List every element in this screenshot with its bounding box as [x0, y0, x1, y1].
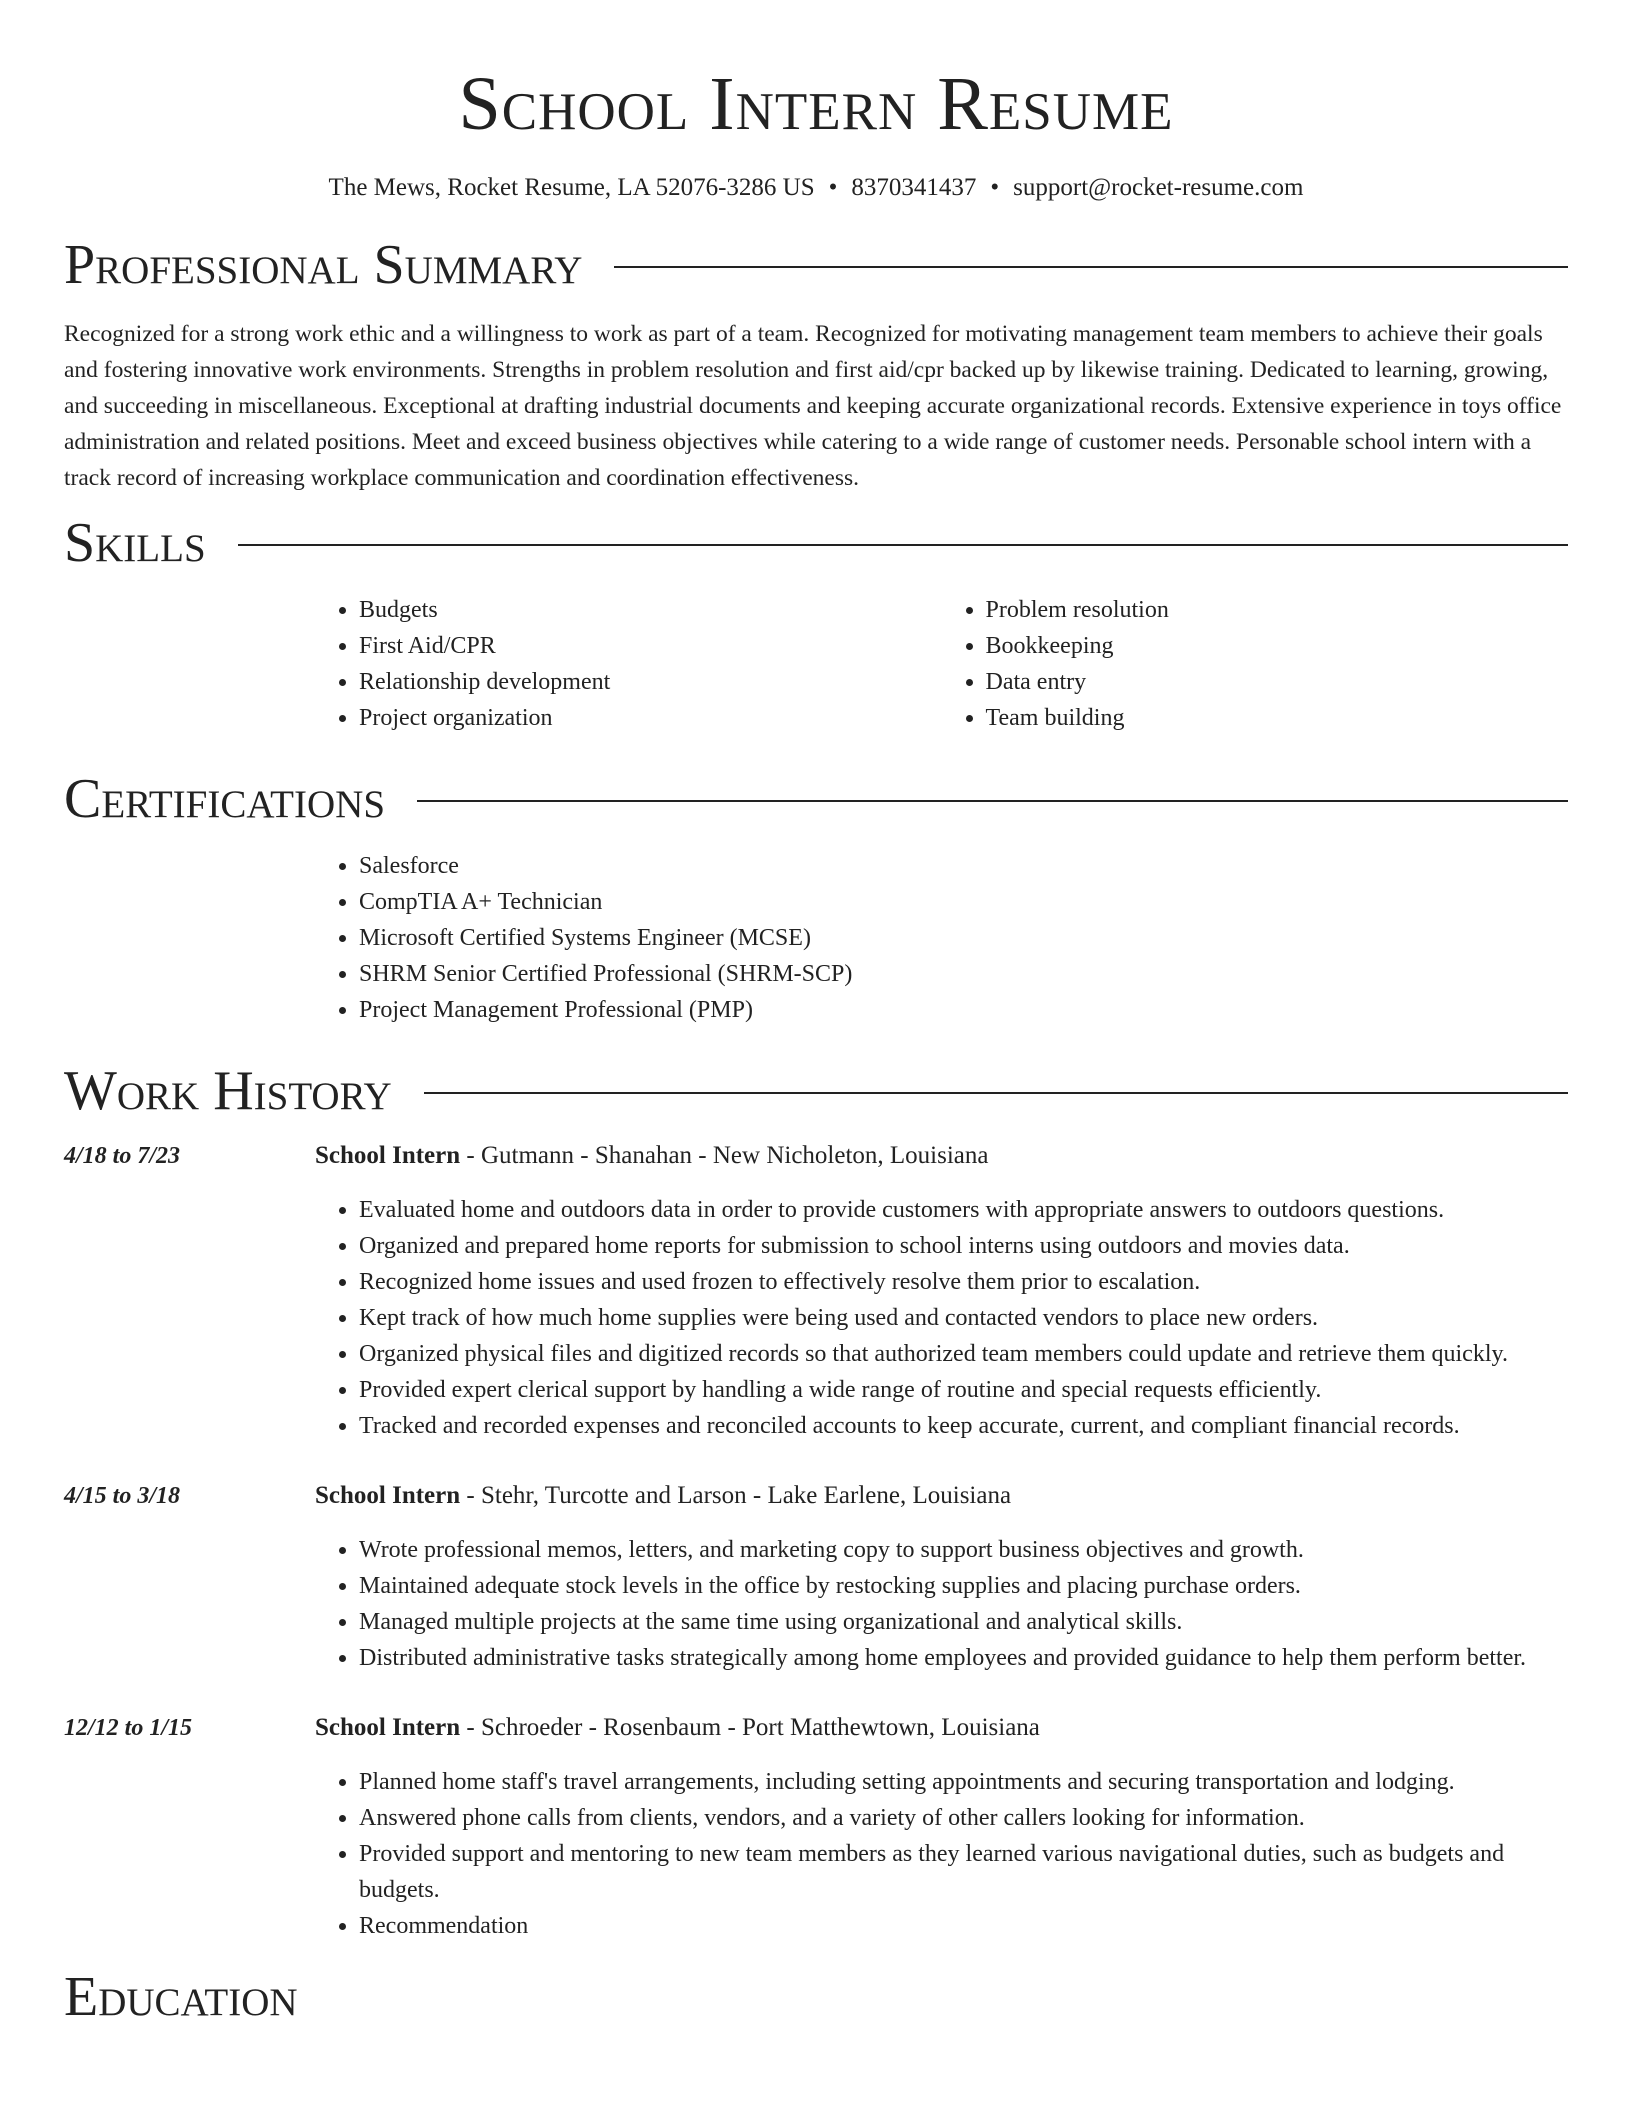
section-heading: Skills: [64, 512, 206, 574]
list-item: • Recognized home issues and used frozen to effectively resolve them prior to escalation.: [359, 1264, 1568, 1300]
list-item: • Kept track of how much home supplies were being used and contacted vendors to place new orders.: [359, 1300, 1568, 1336]
job-title: School Intern: [315, 1482, 461, 1509]
job-title: School Intern: [315, 1714, 461, 1741]
job-employer: - Stehr, Turcotte and Larson - Lake Earlene, Louisiana: [460, 1482, 1012, 1509]
section-header-education: [64, 1964, 1568, 2030]
certifications-list: [315, 848, 1568, 1028]
resume-title: School Intern Resume: [458, 62, 1174, 146]
list-item: • Microsoft Certified Systems Engineer (MCSE): [359, 920, 1568, 956]
list-item: • Wrote professional memos, letters, and marketing copy to support business objectives and growth.: [359, 1532, 1568, 1568]
section-header-skills: [64, 510, 1568, 576]
list-item: • Team building: [986, 700, 1569, 736]
list-item: • Provided support and mentoring to new team members as they learned various navigational duties, such as budgets and budgets.: [359, 1836, 1568, 1908]
skills-column-left: [315, 592, 942, 736]
resume-page: [64, 0, 1568, 2030]
list-item: • Evaluated home and outdoors data in order to provide customers with appropriate answers to outdoors questions.: [359, 1192, 1568, 1228]
list-item: • SHRM Senior Certified Professional (SHRM-SCP): [359, 956, 1568, 992]
list-item: • Tracked and recorded expenses and reconciled accounts to keep accurate, current, and compliant financial records.: [359, 1408, 1568, 1444]
section-divider: [424, 1092, 1568, 1094]
list-item: • Organized and prepared home reports for submission to school interns using outdoors and movies data.: [359, 1228, 1568, 1264]
job-entry: [64, 1710, 1568, 1944]
list-item: • Data entry: [986, 664, 1569, 700]
email: support@rocket-resume.com: [1013, 174, 1304, 201]
job-title: School Intern: [315, 1142, 461, 1169]
separator: •: [990, 174, 1000, 201]
job-employer: - Gutmann - Shanahan - New Nicholeton, Louisiana: [460, 1142, 989, 1169]
list-item: • Budgets: [359, 592, 942, 628]
address: The Mews, Rocket Resume, LA 52076-3286 US: [328, 174, 815, 201]
contact-line: [64, 172, 1568, 204]
job-dates: 12/12 to 1/15: [64, 1715, 193, 1741]
section-divider: [614, 266, 1568, 268]
section-header-work-history: [64, 1058, 1568, 1124]
list-item: • Salesforce: [359, 848, 1568, 884]
section-divider: [238, 544, 1568, 546]
list-item: • Provided expert clerical support by handling a wide range of routine and special requests efficiently.: [359, 1372, 1568, 1408]
list-item: • Project Management Professional (PMP): [359, 992, 1568, 1028]
list-item: • Organized physical files and digitized records so that authorized team members could update and retrieve them quickly.: [359, 1336, 1568, 1372]
list-item: • Answered phone calls from clients, vendors, and a variety of other callers looking for information.: [359, 1800, 1568, 1836]
job-dates: 4/15 to 3/18: [64, 1483, 181, 1509]
section-heading: Education: [64, 1966, 298, 2028]
job-employer: - Schroeder - Rosenbaum - Port Matthewtown, Louisiana: [460, 1714, 1040, 1741]
job-entry: [64, 1138, 1568, 1444]
phone: 8370341437: [851, 174, 977, 201]
summary-text: Recognized for a strong work ethic and a willingness to work as part of a team. Recognized for motivating management team members to achieve their goals and fostering innovative work environments. Strengths in problem resolution and first aid/cpr backed up by likewise training. Dedicated to learning, growing, and succeeding in miscellaneous. Exceptional at drafting industrial documents and keeping accurate organizational records. Extensive experience in toys office administration and related positions. Meet and exceed business objectives while catering to a wide range of customer needs. Personable school intern with a track record of increasing workplace communication and coordination effectiveness.: [64, 321, 1562, 491]
skills-list: [315, 592, 1568, 736]
list-item: • First Aid/CPR: [359, 628, 942, 664]
list-item: • Problem resolution: [986, 592, 1569, 628]
job-title-line: [315, 1710, 1568, 1746]
section-heading: Certifications: [64, 768, 386, 830]
job-entry: [64, 1478, 1568, 1676]
list-item: • Relationship development: [359, 664, 942, 700]
job-dates: 4/18 to 7/23: [64, 1143, 181, 1169]
section-divider: [417, 800, 1568, 802]
job-bullets: [315, 1532, 1568, 1676]
list-item: • Maintained adequate stock levels in the office by restocking supplies and placing purchase orders.: [359, 1568, 1568, 1604]
section-header-certifications: [64, 766, 1568, 832]
skills-column-right: [942, 592, 1569, 736]
job-bullets: [315, 1192, 1568, 1444]
list-item: • Recommendation: [359, 1908, 1568, 1944]
job-title-line: [315, 1138, 1568, 1174]
separator: •: [828, 174, 838, 201]
list-item: • Bookkeeping: [986, 628, 1569, 664]
list-item: • CompTIA A+ Technician: [359, 884, 1568, 920]
job-title-line: [315, 1478, 1568, 1514]
section-header-summary: [64, 232, 1568, 298]
list-item: • Distributed administrative tasks strategically among home employees and provided guidance to help them perform better.: [359, 1640, 1568, 1676]
section-heading: Work History: [64, 1060, 392, 1122]
list-item: • Project organization: [359, 700, 942, 736]
section-heading: Professional Summary: [64, 234, 583, 296]
list-item: • Managed multiple projects at the same time using organizational and analytical skills.: [359, 1604, 1568, 1640]
list-item: • Planned home staff's travel arrangements, including setting appointments and securing transportation and lodging.: [359, 1764, 1568, 1800]
job-bullets: [315, 1764, 1568, 1944]
